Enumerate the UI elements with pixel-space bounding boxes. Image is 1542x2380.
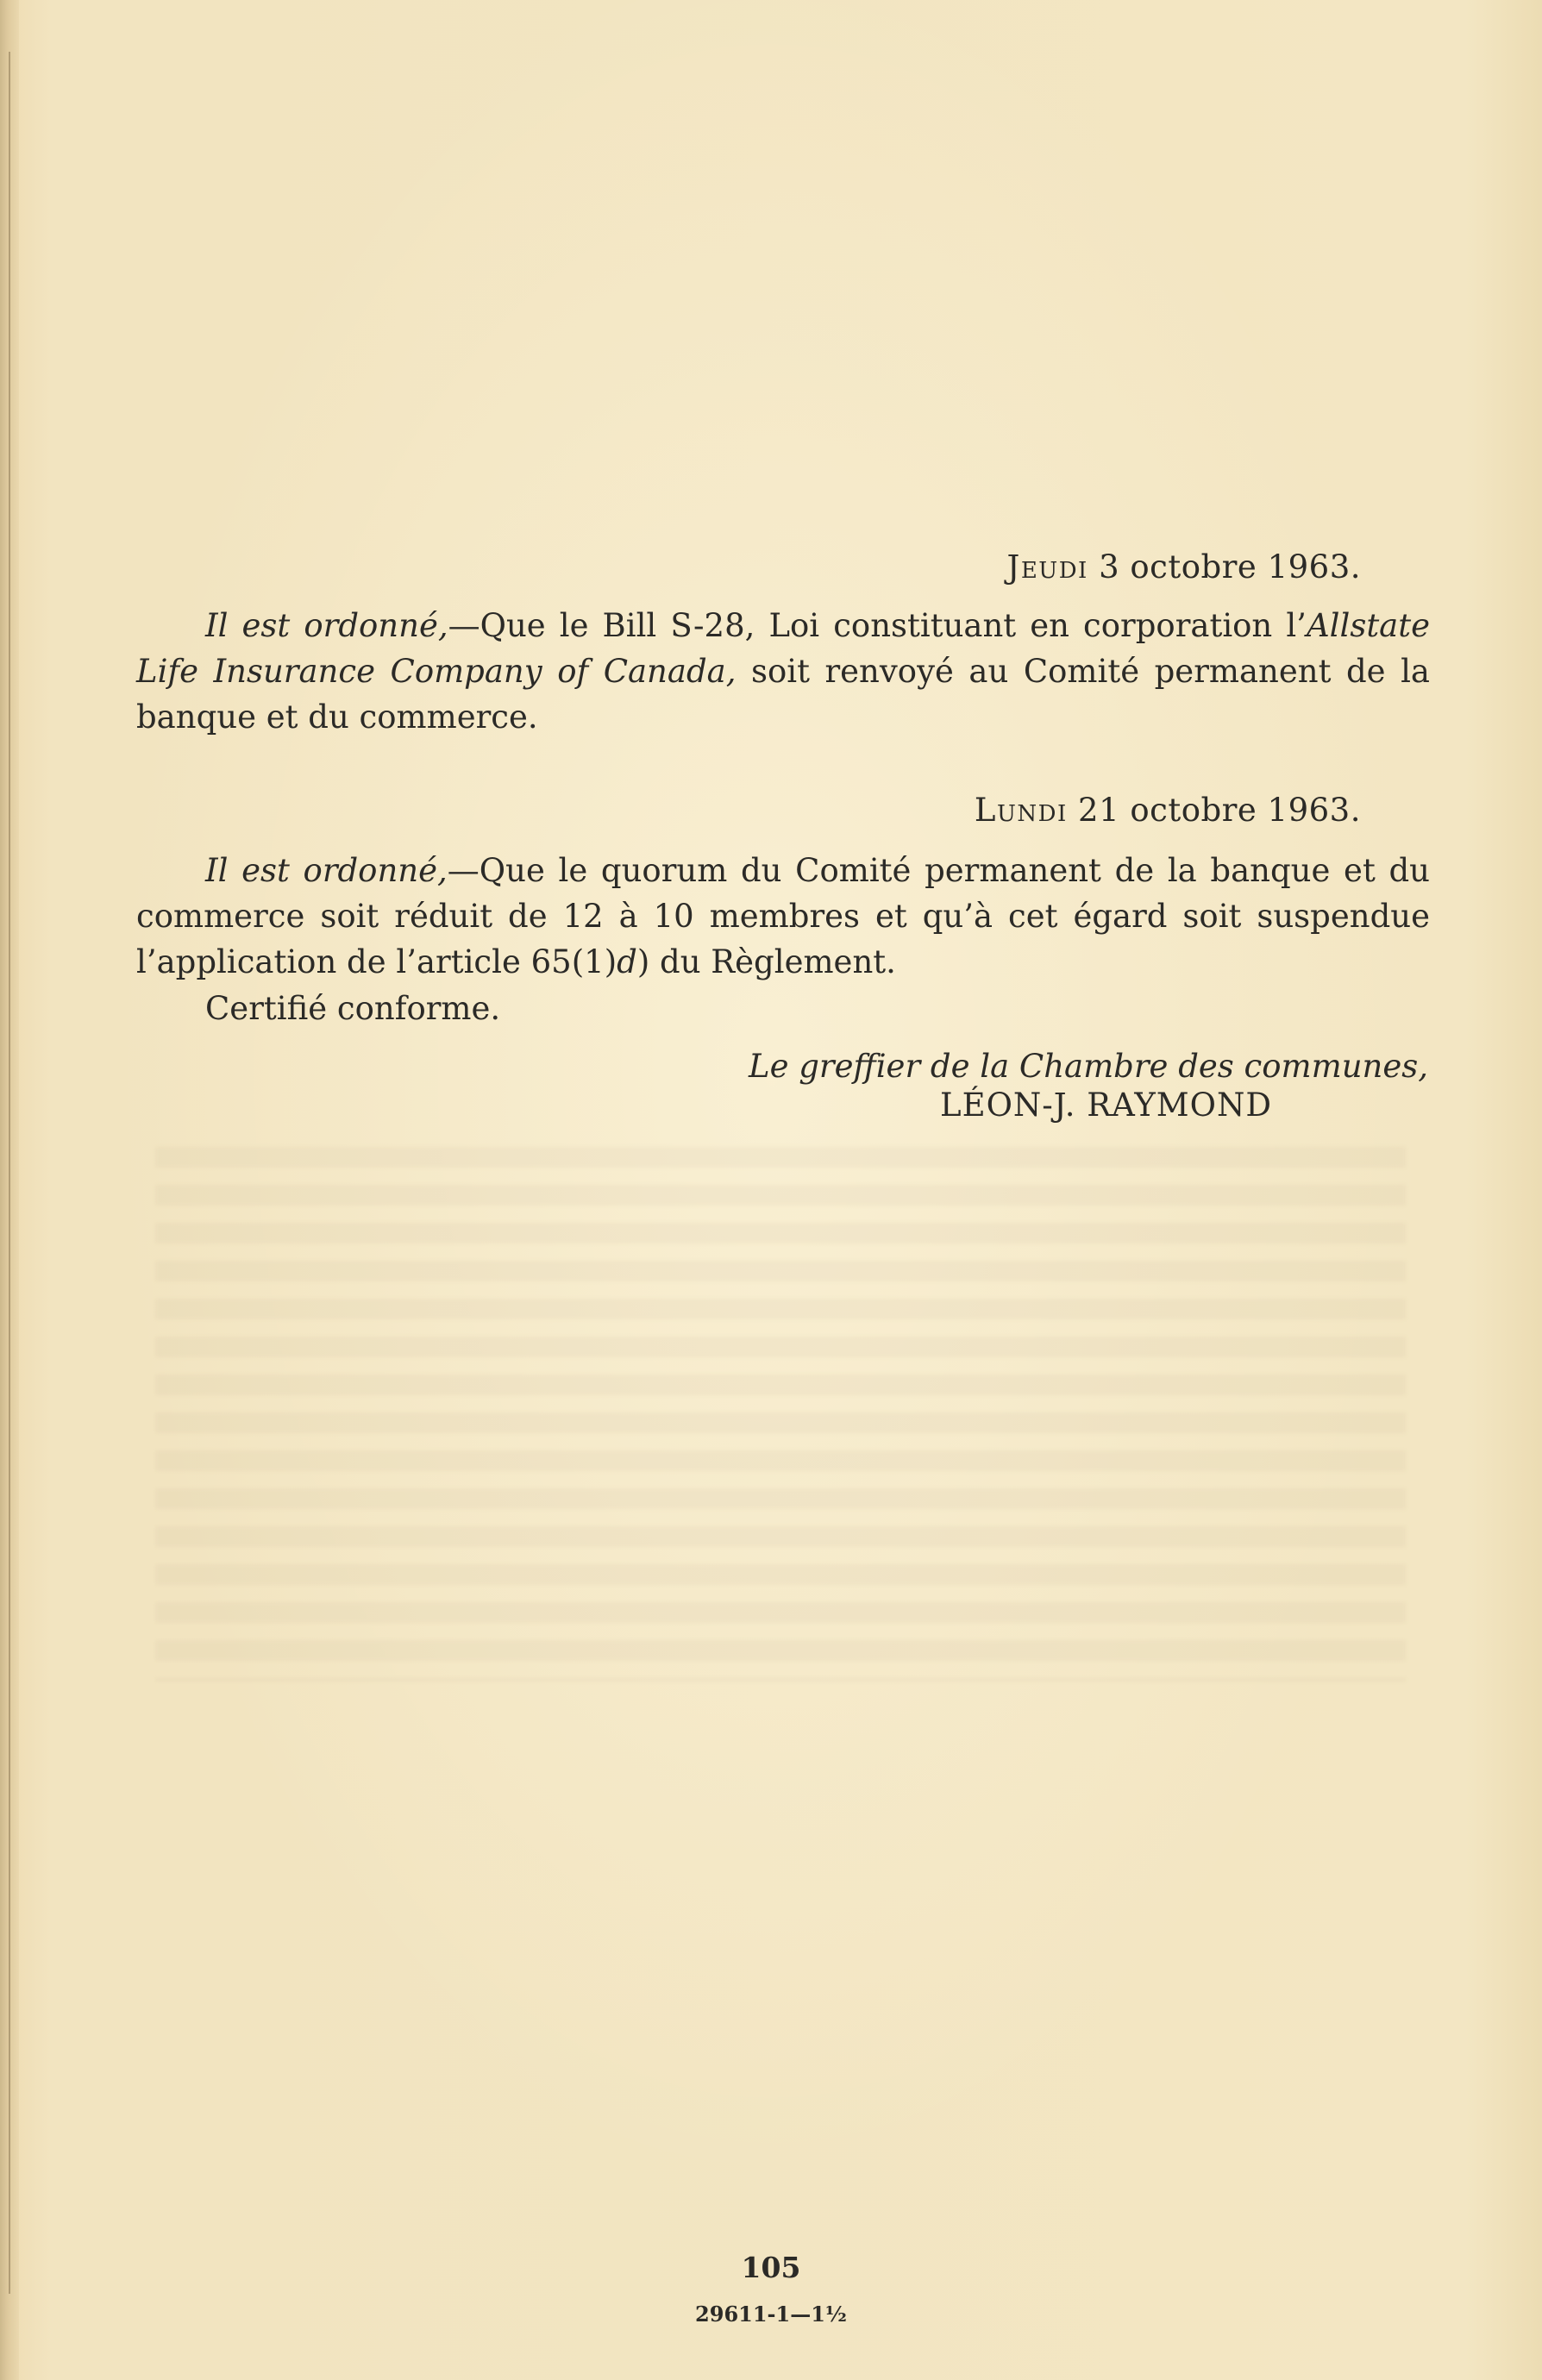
entry-date	[1006, 548, 1361, 586]
order-text: —Que le Bill S-28, Loi constituant en corporation l’	[448, 607, 1307, 644]
page-number: 105	[741, 2251, 801, 2284]
company-name: Allstate Life Insurance Company of Canada,	[136, 607, 1431, 690]
certification: Certifié conforme.	[205, 990, 501, 1027]
show-through-text	[155, 1147, 1406, 1682]
order-paragraph	[136, 603, 1430, 740]
entry-day: Lundi	[974, 792, 1068, 829]
order-lead: Il est ordonné,	[205, 852, 448, 889]
binding-edge-line	[9, 52, 10, 2294]
entry-date-text: 3 octobre 1963.	[1099, 548, 1361, 586]
order-text-end: ) du Règlement.	[636, 943, 896, 980]
order-text-end: soit renvoyé au Comité permanent de la banque et du commerce.	[136, 653, 1430, 736]
entry-day: Jeudi	[1006, 548, 1088, 586]
entry-date	[975, 792, 1361, 829]
clause-letter: d	[617, 943, 637, 980]
order-lead: Il est ordonné,	[205, 607, 448, 644]
print-reference: 29611-1—1½	[695, 2302, 847, 2327]
order-text: —Que le quorum du Comité permanent de la banque et du commerce soit réduit de 12 à 10 membres et qu’à cet égard soit suspendue l’application de l’article 65(1)	[136, 852, 1430, 980]
entry-date-text: 21 octobre 1963.	[1078, 792, 1361, 829]
order-paragraph	[136, 848, 1430, 985]
signature-title: Le greffier de la Chambre des communes,	[749, 1048, 1429, 1085]
signature-name: LÉON-J. RAYMOND	[940, 1087, 1273, 1124]
